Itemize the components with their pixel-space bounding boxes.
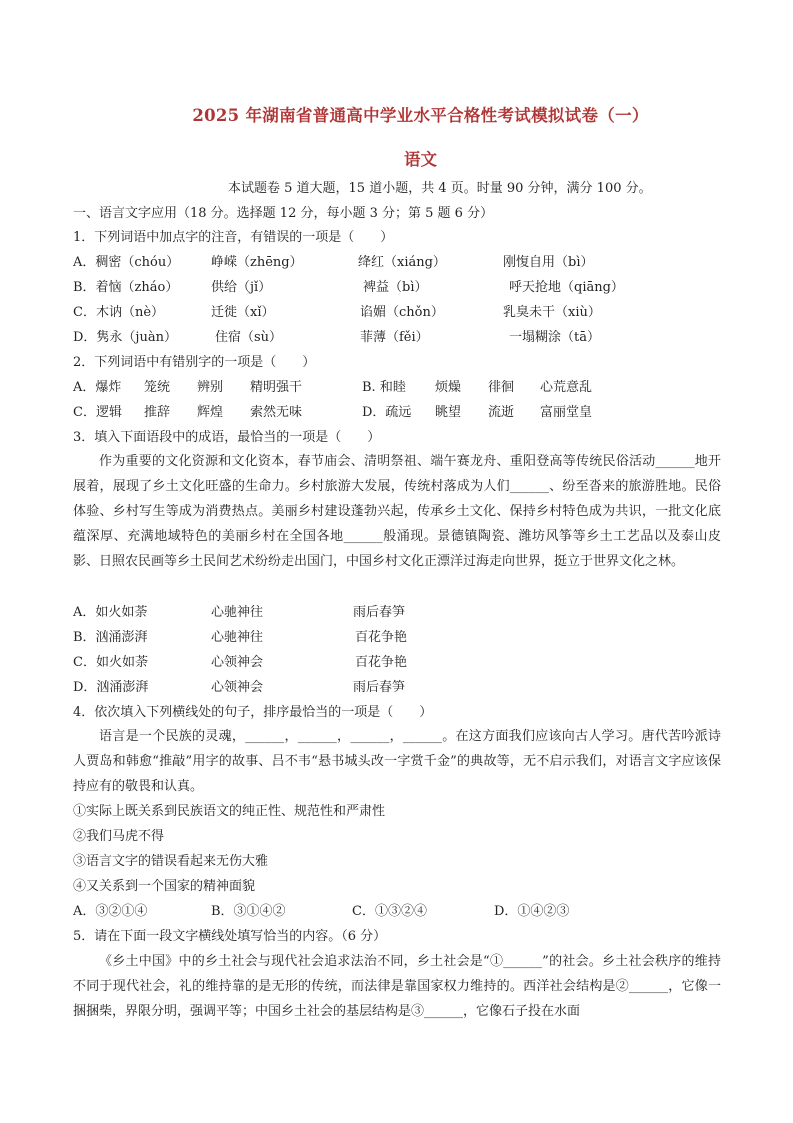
q4-item: ④又关系到一个国家的精神面貌: [73, 879, 256, 894]
q1-option-cell: 迁徙（xǐ）: [211, 305, 275, 320]
q1-option-cell: 住宿（sù）: [215, 330, 283, 345]
q3-option-cell: B．汹涌澎湃: [73, 630, 148, 645]
q3-option-cell: 百花争艳: [355, 655, 408, 670]
q3-option-cell: 百花争艳: [355, 630, 408, 645]
q2-word: 眺望: [435, 405, 462, 420]
q2-word: 辨别: [197, 380, 224, 395]
q2-word: 辉煌: [197, 405, 224, 420]
q3-option-cell: 心领神会: [211, 655, 264, 670]
q4-option-row: [73, 903, 733, 921]
q4-option: C．①③②④: [352, 904, 427, 919]
q1-option-cell: 供给（jǐ）: [211, 280, 272, 295]
q2-word: 流逝: [488, 405, 515, 420]
q4-option: B．③①④②: [211, 904, 286, 919]
q3-option-row: [73, 604, 733, 622]
q3-option-cell: 雨后春笋: [353, 680, 406, 695]
q1-option-row: [73, 304, 733, 322]
section1-heading: 一、语言文字应用（18 分。选择题 12 分，每小题 3 分；第 5 题 6 分）: [73, 206, 494, 221]
q1-option-cell: 谄媚（chǒn）: [360, 305, 444, 320]
q5-stem: 5．请在下面一段文字横线处填写恰当的内容。（6 分）: [73, 929, 387, 944]
q2-option-row: [73, 379, 733, 397]
q1-option-cell: 菲薄（fěi）: [360, 330, 429, 345]
q1-option-cell: 绛红（xiáng）: [358, 255, 446, 270]
q2-word: 索然无味: [250, 405, 303, 420]
q1-option-cell: B．着恼（zháo）: [73, 280, 179, 295]
q5-passage: 《乡土中国》中的乡土社会与现代社会追求法治不同，乡土社会是“①______”的社会。乡土社会秩序的维持不同于现代社会，礼的维持靠的是无形的传统，而法律是靠国家权力维持的。西洋社会结构是②______，它像一捆捆柴，界限分明，强调平等；中国乡土社会的基层结构是③______，它像石子投在水面: [73, 954, 721, 1019]
q3-option-row: [73, 679, 733, 697]
exam-info: 本试题卷 5 道大题，15 道小题，共 4 页。时量 90 分钟，满分 100 分。: [228, 181, 652, 196]
q2-word: 徘徊: [488, 380, 515, 395]
q3-option-cell: C．如火如荼: [73, 655, 148, 670]
q3-passage: 作为重要的文化资源和文化资本，春节庙会、清明祭祖、端午赛龙舟、重阳登高等传统民俗活动______地开展着，展现了乡土文化旺盛的生命力。乡村旅游大发展，传统村落成为人们______、纷至沓来的旅游胜地。民俗体验、乡村写生等成为消费热点。美丽乡村建设蓬勃兴起，传承乡土文化、保持乡村特色成为共识，一批文化底蕴深厚、充满地域特色的美丽乡村在全国各地______般涌现。景德镇陶瓷、潍坊风筝等乡土工艺品以及泰山皮影、日照农民画等乡土民间艺术纷纷走出国门，中国乡村文化正漂洋过海走向世界，挺立于世界文化之林。: [73, 454, 721, 569]
q3-option-cell: A．如火如荼: [73, 605, 148, 620]
q3-option-row: [73, 654, 733, 672]
q2-stem: 2．下列词语中有错别字的一项是（ ）: [73, 355, 316, 370]
q4-item: ②我们马虎不得: [73, 829, 165, 844]
q1-stem: 1．下列词语中加点字的注音，有错误的一项是（ ）: [73, 230, 394, 245]
q1-option-cell: A．稠密（chóu）: [73, 255, 180, 270]
q1-option-cell: 一塌糊涂（tā）: [509, 330, 600, 345]
q3-option-cell: 心驰神往: [211, 630, 264, 645]
q3-option-cell: 心领神会: [211, 680, 264, 695]
exam-title: 2025 年湖南省普通高中学业水平合格性考试模拟试卷（一）: [192, 106, 649, 125]
q4-passage: 语言是一个民族的灵魂，______，______，______，______。在这方面我们应该向古人学习。唐代苦吟派诗人贾岛和韩愈“推敲”用字的故事、吕不韦“悬书城头改一字赏千金”的典故等，无不启示我们，对语言文字应该保持应有的敬畏和认真。: [73, 729, 721, 794]
q2-word: 精明强干: [250, 380, 303, 395]
q1-option-cell: 乳臭未干（xiù）: [503, 305, 601, 320]
q1-option-row: [73, 279, 733, 297]
q4-option: A．③②①④: [73, 904, 148, 919]
q3-option-cell: 心驰神往: [211, 605, 264, 620]
q1-option-cell: 刚愎自用（bì）: [503, 255, 594, 270]
q3-option-row: [73, 629, 733, 647]
q2-word: 推辞: [144, 405, 171, 420]
q2-word: A．爆炸: [73, 380, 122, 395]
q3-option-cell: 雨后春笋: [353, 605, 406, 620]
q2-word: 富丽堂皇: [540, 405, 593, 420]
q1-option-cell: C．木讷（nè）: [73, 305, 165, 320]
q2-word: 烦燥: [435, 380, 462, 395]
q4-stem: 4．依次填入下列横线处的句子，排序最恰当的一项是（ ）: [73, 705, 433, 720]
q1-option-cell: D．隽永（juàn）: [73, 330, 177, 345]
q2-word: D．疏远: [362, 405, 412, 420]
q2-word: 心荒意乱: [540, 380, 593, 395]
q4-option: D．①④②③: [494, 904, 570, 919]
subject-title: 语文: [404, 150, 437, 169]
q4-item: ①实际上既关系到民族语文的纯正性、规范性和严肃性: [73, 804, 386, 819]
q3-option-cell: D．汹涌澎湃: [73, 680, 149, 695]
q4-item: ③语言文字的错误看起来无伤大雅: [73, 854, 269, 869]
q2-option-row: [73, 404, 733, 422]
q2-word: B. 和睦: [362, 380, 406, 395]
q1-option-cell: 峥嵘（zhēng）: [211, 255, 303, 270]
q1-option-cell: 裨益（bì）: [363, 280, 428, 295]
q2-word: C．逻辑: [73, 405, 122, 420]
q1-option-row: [73, 254, 733, 272]
q3-stem: 3．填入下面语段中的成语，最恰当的一项是（ ）: [73, 430, 381, 445]
q1-option-row: [73, 329, 733, 347]
q1-option-cell: 呼天抢地（qiāng）: [509, 280, 624, 295]
q2-word: 笼统: [144, 380, 171, 395]
